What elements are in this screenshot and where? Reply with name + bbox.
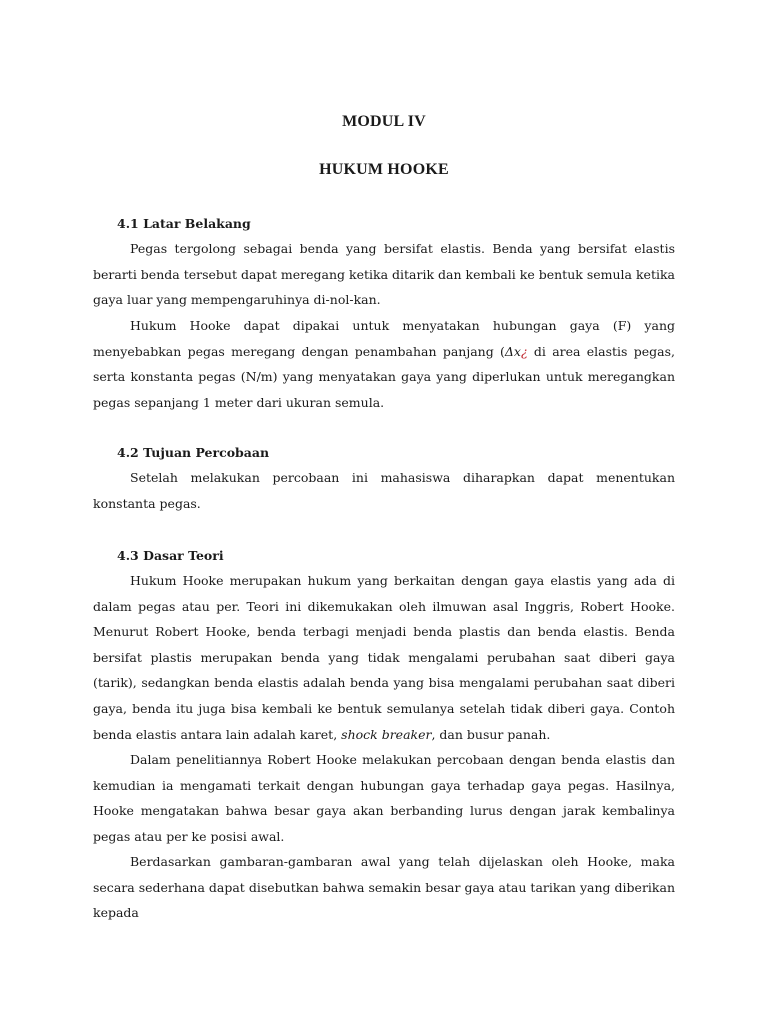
paragraph-latar-belakang-2: [93, 313, 675, 415]
paragraph-dasar-teori-1: [93, 568, 675, 747]
module-title: MODUL IV: [342, 113, 426, 130]
paragraph-tujuan-percobaan: Setelah melakukan percobaan ini mahasiswa diharapkan dapat menentukan konstanta pegas.: [93, 470, 675, 511]
paragraph-text: Hukum Hooke dapat dipakai untuk menyatakan hubungan gaya (F) yang menyebabkan pegas meregang dengan penambahan panjang (: [93, 318, 675, 359]
paragraph-text: Hukum Hooke merupakan hukum yang berkaitan dengan gaya elastis yang ada di dalam pegas atau per. Teori ini dikemukakan oleh ilmuwan asal Inggris, Robert Hooke. Menurut Robert Hooke, benda terbagi menjadi benda plastis dan benda elastis. Benda bersifat plastis merupakan benda yang tidak mengalami perubahan saat diberi gaya (tarik), sedangkan benda elastis adalah benda yang bisa mengalami perubahan saat diberi gaya, benda itu juga bisa kembali ke bentuk semulanya setelah tidak diberi gaya. Contoh benda elastis antara lain adalah karet,: [93, 573, 675, 742]
paragraph-dasar-teori-2: Dalam penelitiannya Robert Hooke melakukan percobaan dengan benda elastis dan kemudian ia mengamati terkait dengan hubungan gaya terhadap gaya pegas. Hasilnya, Hooke mengatakan bahwa besar gaya akan berbanding lurus dengan jarak kembalinya pegas atau per ke posisi awal.: [93, 752, 675, 844]
section-heading-dasar-teori: 4.3 Dasar Teori: [117, 548, 224, 563]
section-heading-latar-belakang: 4.1 Latar Belakang: [117, 216, 251, 231]
paragraph-dasar-teori-3: Berdasarkan gambaran-gambaran awal yang telah dijelaskan oleh Hooke, maka secara sederhana dapat disebutkan bahwa semakin besar gaya atau tarikan yang diberikan kepada: [93, 854, 675, 921]
delta-x-symbol: Δx¿: [504, 343, 528, 359]
module-subtitle: HUKUM HOOKE: [319, 161, 449, 178]
paragraph-text: , dan busur panah.: [431, 726, 551, 742]
paragraph-latar-belakang-1: Pegas tergolong sebagai benda yang bersifat elastis. Benda yang bersifat elastis berarti benda tersebut dapat meregang ketika ditarik dan kembali ke bentuk semula ketika gaya luar yang mempengaruhinya di-nol-kan.: [93, 241, 675, 308]
italic-term: shock breaker: [341, 726, 432, 742]
section-heading-tujuan-percobaan: 4.2 Tujuan Percobaan: [117, 445, 270, 460]
paragraph-text: di area elastis pegas, serta konstanta pegas (N/m) yang menyatakan gaya yang diperlukan untuk meregangkan pegas sepanjang 1 meter dari ukuran semula.: [93, 343, 675, 410]
